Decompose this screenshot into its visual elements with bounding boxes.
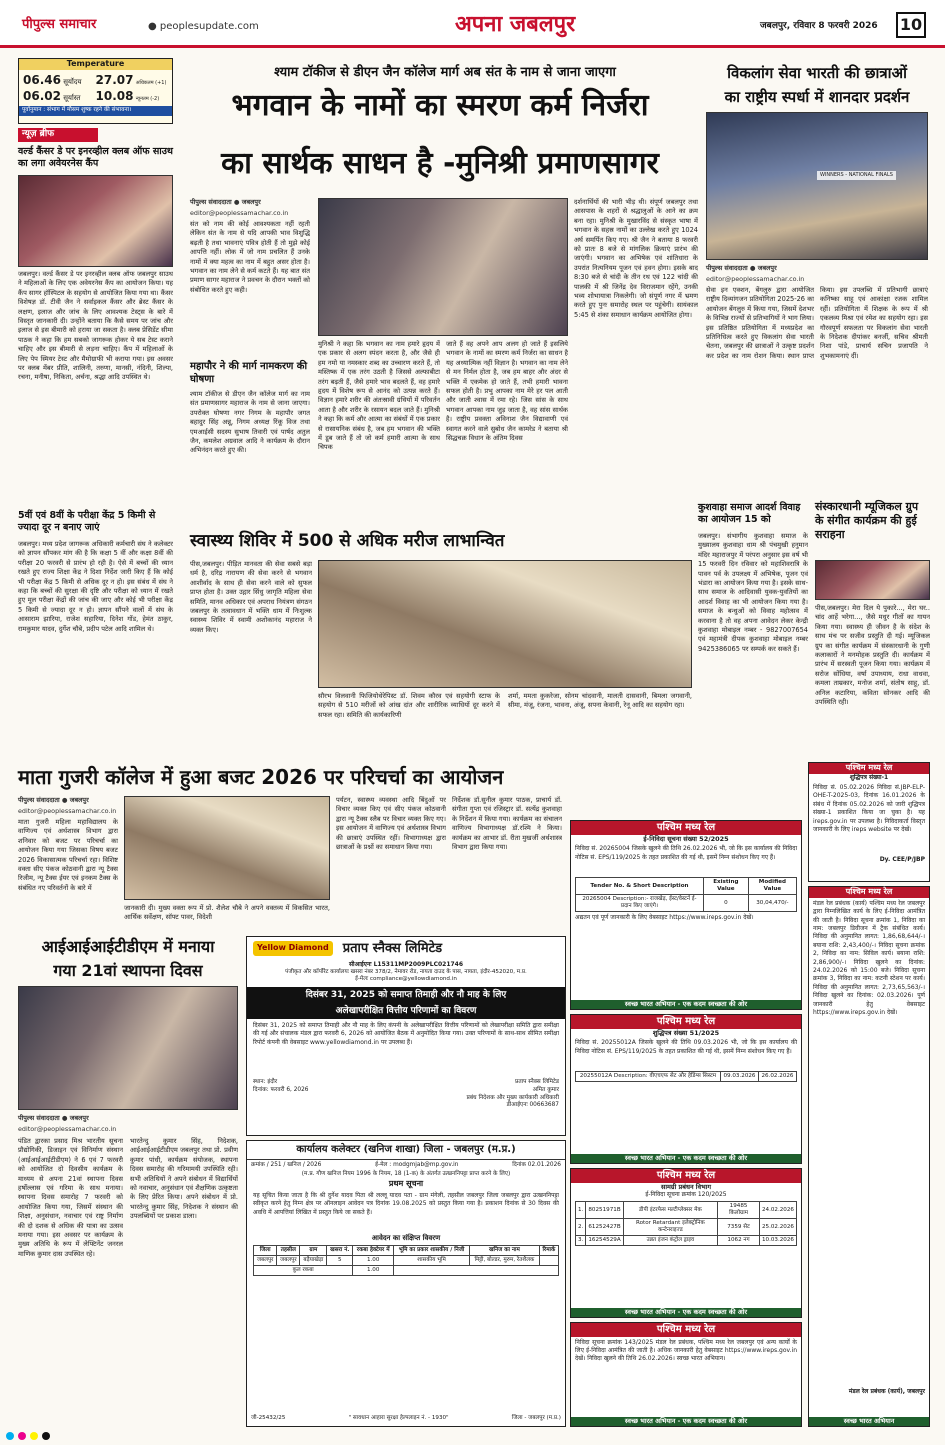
rail-notice-1-foot: अद्यतन एवं पूर्ण जानकारी के लिए वेबसाइट https://www.ireps.gov.in देखें। (575, 914, 754, 922)
collector-footer-right: जिला - जबलपुर (म.प्र.) (511, 1415, 561, 1422)
ad-din: डीआईएनः 00663687 (506, 1102, 559, 1109)
ad-body: दिसंबर 31, 2025 को समाप्त तिमाही और नौ माह के लिए कंपनी के अलेखापरीक्षित वित्तीय परिणामों को लेखापरीक्षा समिति द्वारा समीक्षा की गई और संचालक मंडल द्वारा फरवरी 6, 2026 को आयोजित बैठक में अनुमोदित किया गया। उक्त परिणामों के साथ-साथ सीमित समीक्षा रिपोर्ट कंपनी की वेबसाइट www.yellowdiamond.in पर उपलब्ध हैं। (253, 1022, 559, 1046)
ad-banner-2: अलेखापरीक्षित वित्तीय परिणामों का विवरण (247, 1003, 565, 1019)
budget-col-4: निर्देशक डॉ.सुनील कुमार पाठक, प्राचार्य डॉ. संगीता गुप्ता एवं रजिस्ट्रार डॉ. सत्येंद्र कुशवाहा के निर्देशन में किया गया। कार्यक्रम का संचालन वाणिज्य विभागाध्यक्ष डॉ.रश्मि ने किया। कार्यक्रम का आभार डॉ. रीता मुखर्जी अर्थशास्त्र विभाग द्वारा किया गया। (452, 796, 562, 852)
collector-email[interactable]: ई-मेल : modgmjab@mp.gov.in (375, 1161, 459, 1168)
rail-notice-3-title: सामग्री प्रबंधन विभाग (660, 1182, 712, 1191)
collector-cell-0: जबलपुर (254, 1256, 277, 1266)
lead-headline-2: का सार्थक साधन है -मुनिश्री प्रमाणसागर (221, 146, 659, 181)
collector-title: कार्यालय कलेक्टर (खनिज शाखा) जिला - जबलपुर (म.प्र.) (247, 1141, 565, 1160)
rail-right2-body: मंडल रेल प्रबंधक (कार्य) पश्चिम मध्य रेल जबलपुर द्वारा निम्नलिखित कार्य के लिए ई-निविदा आमंत्रित की जाती है। निविदा सूचना क्रमांक 1, निविदा का नाम: जबलपुर डिवीजन में ट्रैक संबंधित कार्य। निविदा की अनुमानित लागत: 1,86,68,644/-। बयाना राशि: 2,43,400/-। निविदा सूचना क्रमांक 2, निविदा का नाम: सिविल कार्य। बयाना राशि: 2,86,900/-। निविदा खुलने का दिनांक: 24.02.2026 को 15:00 बजे। निविदा सूचना क्रमांक 3, निविदा का नाम: कटनी स्टेशन पर कार्य। निविदा की अनुमानित लागत: 2,73,65,563/-। निविदा खुलने का दिनांक: 02.03.2026। पूर्ण जानकारी हेतु वेबसाइट https://www.ireps.gov.in देखें। (813, 899, 925, 1017)
collector-col-1: तहसील (277, 1246, 300, 1256)
ad-date: दिनांक: फरवरी 6, 2026 (253, 1086, 309, 1093)
collector-col-5: भूमि का प्रकार शासकीय / निजी (394, 1246, 470, 1256)
rail-2-modified: 26.02.2026 (758, 1072, 796, 1082)
disability-body: सेवा इन एक्शन, बेंगलुरु द्वारा आयोजित राष्ट्रीय दिव्यांगजन प्रतियोगिता 2025-26 का आयोजन बेंगलुरु में किया गया, जिसमें देशभर के विभिन्न राज्यों से प्रतिभागियों ने भाग लिया। इस प्रतिष्ठित प्रतियोगिता में मध्यप्रदेश का प्रतिनिधित्व करते हुए विकलांग सेवा भारती चेतना, जबलपुर की छात्राओं ने उत्कृष्ट प्रदर्शन कर प्रदेश का नाम रोशन किया। स्थान प्राप्त किया। इस उपलब्धि में प्रतिभागी छात्राएं कनिष्का साहू एवं आकांक्षा रजक शामिल रहीं। प्रतियोगिता में शिक्षक के रूप में श्री एकलव्य मिश्रा एवं रमेश का सहयोग रहा। इस गौरवपूर्ण सफलता पर विकलांग सेवा भारती के निदेशक दीपांकर बनर्जी, सचिव श्रीमती निशा पांडे, प्राचार्य सचिन प्रजापति ने शुभकामनाएं दीं। (706, 286, 928, 360)
rail-row-modified: 30,04,470/- (748, 895, 796, 912)
rail-col-existing: Existing Value (703, 878, 748, 895)
rail-right-body: निविदा सं. 05.02.2026 निविदा सं.JBP-ELP-OHE-T-2025-03, दिनांक 16.01.2026 के संबंध में दिनांक 05.02.2026 को जारी शुद्धिपत्र संख्या-1 प्रकाशित किया जा चुका है। यह ireps.gov.in पर उपलब्ध है। निविदाकर्ता विस्तृत जानकारी के लिए ireps website पर देखें। (813, 783, 925, 833)
iiitdm-headline-2: गया 21वां स्थापना दिवस (53, 961, 203, 980)
rail-right-sign: Dy. CEE/P/JBP (879, 855, 925, 863)
rail-swach-3: स्वच्छ भारत अभियान - एक कदम स्वच्छता की ओर (571, 1308, 801, 1317)
ad-signer-title: प्रबंध निदेशक और मुख्य कार्यकारी अधिकारी (466, 1094, 559, 1101)
collector-cell-4: 1.00 (353, 1256, 394, 1266)
iiitdm-byline: पीपुल्स संवाददाता ● जबलपुर (18, 1114, 89, 1122)
kushwaha-body: जबलपुर। संभागीय कुशवाहा समाज के मुख्यालय कुशवाहा धाम श्री पंचमुखी हनुमान मंदिर महाराजपुर में परंपरा अनुसार इस वर्ष भी 15 फरवरी दिन रविवार को महाशिवरात्रि के पावन पर्व के उपलक्ष्य में अभिषेक, पूजन एवं भंडारा का आयोजन किया गया है। इसके साथ-साथ समाज के आदिवासी युवक-युवतियों का आदर्श विवाह का भी आयोजन किया गया है। समाज के बन्धुओं को विवाह महोत्सव में करवाना है तो वह अपना आवेदन लेकर केन्द्री कुशवाहा मोबाइल नम्बर - 9827007654 एवं महामंत्री दीपक कुशवाहा मोबाइल नम्बर 9425386065 पर सम्पर्क कर सकते हैं। (698, 532, 808, 653)
page-date: जबलपुर, रविवार 8 फरवरी 2026 (760, 21, 878, 31)
page-number: 10 (896, 12, 926, 38)
sunrise-label: सूर्योदय (63, 77, 82, 86)
health-body-2: सौरभ विलवानी फिजियोथेरेपिस्ट डॉ. शिवम कौरव एवं सहयोगी स्टाफ के सहयोग से 510 मरीजों को आंख दांत और शारीरिक व्याधियों दूर करने में सफल रहा। समिति की कार्यकारिणी (318, 692, 500, 719)
rail-row-desc: 20265004 Description:- राजखेड़, ईस्ट/वेस्टर्न ई-प्रदान किए जाएंगे। (576, 895, 704, 912)
rail-3-row (576, 1236, 797, 1246)
rail-title-4: पश्चिम मध्य रेल (571, 1323, 801, 1337)
budget-col-1: माता गुजरी महिला महाविद्यालय के वाणिज्य एवं अर्थशास्त्र विभाग द्वारा शनिवार को बजट पर परिचर्चा का आयोजन किया गया जिसका विषय बजट 2026 विकासात्मक परिचर्चा रहा। विशिष्ट वक्ता सीए पंकज कोठवानी द्वारा न्यू टैक्स रिजीम, न्यू टैक्स ईयर एवं इनकम टैक्स के संबंधित नए परिवर्तनों के बारे में (18, 818, 118, 892)
lead-kicker: श्याम टॉकीज से डीएन जैन कॉलेज मार्ग अब संत के नाम से जाना जाएगा (274, 65, 616, 80)
rail-3-cell: उन्नत इंजन कंट्रोल ड्राइव (623, 1236, 717, 1246)
health-body-3: शर्मा, ममता कुकरेजा, सोनम चांदवानी, मालती दासवानी, बिमला जगवानी, सीमा, मंजू, रंजना, भावना, अंजू, सपना केवानी, रेनू आदि का सहयोग रहा। (508, 692, 692, 710)
rail-right2-title: पश्चिम मध्य रेल (809, 887, 929, 898)
rail-right-sub: शुद्धिपत्र संख्या-1 (849, 773, 889, 781)
rail-col-modified: Modified Value (748, 878, 796, 895)
rail-notice-1 (570, 820, 802, 1010)
ad-cin: सीआईएनः L15311MP2009PLC021746 (348, 960, 464, 968)
rail-right2-sign: मंडल रेल प्रबंधक (कार्य), जबलपुर (848, 1387, 925, 1395)
health-headline: स्वास्थ्य शिविर में 500 से अधिक मरीज लाभान्वित (190, 531, 505, 551)
rail-3-cell: 80251971B (586, 1202, 623, 1219)
collector-cell-3: 5 (327, 1256, 353, 1266)
rail-row-existing: 0 (703, 895, 748, 912)
health-camp-photo (318, 560, 692, 688)
collector-col-2: ग्राम (300, 1246, 327, 1256)
collector-cell-7 (539, 1256, 558, 1266)
lead-col-3: जाते हैं वह अपने आप अलग हो जाते हैं इसलिये भगवान के नामों का स्मरण कर्म निर्जरा का साधन है यह अध्यात्मिक नहीं विज्ञान है। भगवान का नाम लेने से मन निर्मल होता है, जब हम बाहर और अंदर से भक्ति में एकमेक हो जाते हैं, तभी हमारी भावना सफल होती है। प्रभु आपका नाम मेरे हर पल आती और जाती श्वास में रमा रहे। जिस सांस के साथ भगवान आपका नाम जुड़ जाता है, वह सांस सार्थक है। राष्ट्रीय प्रवक्ता अविनाश जैन विद्यावाणी एवं स्वागत करने वाले सुबोध जैन कामरेड ने बताया श्री सिद्धचक्र विधान के अंतिम दिवस (446, 340, 568, 443)
budget-col-3: पर्यटन, स्वास्थ्य व्यवस्था आदि बिंदुओं पर विचार व्यक्त किए एवं सीए पंकज कोठवानी द्वारा न्यू टैक्स स्लैब पर विचार व्यक्त किए गए। इस आयोजन में वाणिज्य एवं अर्थशास्त्र विभाग की छात्राएं उपस्थित रहीं। विभागाध्यक्ष द्वारा छात्राओं के प्रश्नों का समाधान किया गया। (336, 796, 446, 852)
rail-notice-2-body: निविदा सं. 20255012A जिसके खुलने की तिथि 09.03.2026 भी, जो कि इस कार्यालय की निविदा नोटिस सं. EPS/119/2025 के तहत प्रकाशित की गई थी, इसमें निम्न संशोधन किए गए हैं। (575, 1039, 797, 1055)
iiitdm-col-1: पंडित द्वारका प्रसाद मिश्र भारतीय सूचना प्रौद्योगिकी, डिजाइन एवं विनिर्माण संस्थान (आईआईआईटीडीएम) ने 6 एवं 7 फरवरी को आयोजित दो दिवसीय कार्यक्रम के माध्यम से अपना 21वां स्थापना दिवस हर्षोल्लास एवं गरिमा के साथ मनाया। स्थापना दिवस समारोह 7 फरवरी को आयोजित किया गया, जिसमें संस्थान की शिक्षा, अनुसंधान, नवाचार एवं राष्ट्र निर्माण की दो दशक से अधिक की यात्रा का उत्सव मनाया गया। इस अवसर पर कार्यक्रम के मुख्य अतिथि के रूप में लेफ्टिनेंट जनरल माणिक कुमार दास उपस्थित रहे। (18, 1137, 123, 1258)
collector-col-0: जिला (254, 1246, 277, 1256)
collector-col-4: रकबा हेक्टेयर में (353, 1246, 394, 1256)
rail-col-tender: Tender No. & Short Description (576, 878, 704, 895)
brief-body-2: जबलपुर। मध्य प्रदेश जागरूक अधिकारी कर्मचारी संघ ने कलेक्टर को ज्ञापन सौंपकर मांग की है कि कक्षा 5 वीं और कक्षा 8वीं की परीक्षा 20 फरवरी से प्रारंभ हो रही है। ऐसे में बच्चों की ध्यान रखते हुए राज्य शिक्षा केंद्र ने दिशा निर्देश जारी किए हैं कि कोई भी परीक्षा केंद्र 5 किमी से अधिक दूर न हो। इस संबंध में संघ ने कहा कि बच्चों की सुरक्षा की दृष्टि और परीक्षा को ध्यान में रखते हुए मूल परीक्षा केंद्रों की जांच की जाए और कोई भी परीक्षा केंद्र 5 किमी से ज्यादा दूर न हो। ज्ञापन सौंपने वालों में संघ के आसाराम झारिया, राजेश सहारिया, दिनेश गोंड, हेमंत ठाकुर, रामकुमार यादव, दुर्गेश चौबे, प्रदीप पटेल आदि शामिल थे। (18, 540, 173, 633)
temperature-box (18, 58, 173, 124)
collector-footer-mid: " सावधान आहारा सुरक्षा हेल्पलाइन नं. - 1930" (348, 1415, 449, 1422)
rail-3-cell: 2. (576, 1219, 586, 1236)
collector-col-6: खनिज का नाम (470, 1246, 540, 1256)
sunset-label: सूर्यास्त (63, 93, 81, 102)
rail-3-row (576, 1202, 797, 1219)
rail-right-notice (808, 762, 930, 882)
collector-col-7: रिमार्क (539, 1246, 558, 1256)
rail-3-cell: 24.02.2026 (759, 1202, 796, 1219)
rail-2-existing: 09.03.2026 (720, 1072, 758, 1082)
lead-sub-1: महापौर ने की मार्ग नामकरण की घोषणा (190, 361, 308, 385)
rail-3-cell: 19485 किलोग्राम (718, 1202, 760, 1219)
collector-cell-5: शासकीय भूमि (394, 1256, 470, 1266)
collector-rule: (म.प्र. गौण खनिज नियम 1996 के नियम, 18 (1-क) के अंतर्गत उत्खननिपट्टा प्राप्त करने के लिए) (301, 1171, 511, 1178)
ad-place: स्थान: इंदौर (253, 1079, 278, 1086)
lead-col-4: दर्शनार्थियों की भारी भीड़ थी। संपूर्ण जबलपुर तथा आसपास के शहरों से श्रद्धालुओं के आने का क्रम बना रहा। मुनिश्री के मुखारविंद से संस्कृत भाषा में भगवान के सहस्र नामों का उल्लेख करते हुए 1024 अर्घ समर्पित किए गए। श्री जैन ने बताया 8 फरवरी को प्रातः 8 बजे से मांगलिक क्रियाएं प्रारंभ की जाएंगी। भगवान का अभिषेक एवं शांतिधारा के उपरांत नित्यनियम पूजन एवं हवन होगा। इसके बाद 8:30 बजे से चांदी के तीन रथ एवं 122 चांदी की पालकी में श्री जिनेंद्र देव विराजमान रहेंगे, उनकी भव्य शोभायात्रा निकलेगी। जो संपूर्ण नगर में भ्रमण करते हुए पुनः समारोह स्थल पर पहुंचेगी। सायंकाल 5:45 से शंका समाधान कार्यक्रम आयोजित होगा। (574, 198, 698, 319)
lead-photo (318, 198, 568, 336)
brief-headline-2: 5वीं एवं 8वीं के परीक्षा केंद्र 5 किमी से ज्यादा दूर न बनाए जाएं (18, 510, 156, 533)
ad-email[interactable]: ई-मेलः compliance@yellowdiamond.in (355, 976, 457, 983)
kushwaha-headline: कुशवाहा समाज आदर्श विवाह का आयोजन 15 को (698, 502, 801, 525)
collector-notice (246, 1140, 566, 1427)
yellow-diamond-logo: Yellow Diamond (253, 941, 333, 956)
collector-total-label: कुल रकबा (254, 1266, 353, 1276)
rail-notice-2-title: शुद्धिपत्र संख्या 51/2025 (652, 1028, 720, 1037)
collector-ref: क्रमांक / 251 / खनिज / 2026 (251, 1161, 322, 1168)
rail-3-cell: 3. (576, 1236, 586, 1246)
disability-headline-1: विकलांग सेवा भारती की छात्राओं (727, 64, 907, 82)
disability-email[interactable]: editor@peoplessamachar.co.in (706, 275, 805, 283)
collector-cell-1: जबलपुर (277, 1256, 300, 1266)
iiitdm-photo (18, 986, 238, 1110)
registration-dot-magenta (18, 1432, 26, 1440)
rail-right2-swach: स्वच्छ भारत अभियान (809, 1417, 929, 1426)
collector-cell-6: मिट्टी, बोल्डर, मुरुम, रेतशैलक (470, 1256, 540, 1266)
disability-byline: पीपुल्स संवाददाता ● जबलपुर (706, 264, 777, 272)
rail-notice-3 (570, 1168, 802, 1318)
ad-company-name: प्रताप स्नैक्स लिमिटेड (342, 941, 443, 956)
rail-title-3: पश्चिम मध्य रेल (571, 1169, 801, 1183)
rail-notice-4-body: निविदा सूचना क्रमांक 143/2025 मंडल रेल प्रबंधक, पश्चिम मध्य रेल जबलपुर एवं अन्य कार्यों के लिए ई-निविदा आमंत्रित की जाती है। अधिक जानकारी हेतु वेबसाइट https://www.ireps.gov.in देखें। निविदा खुलने की तिथि 26.02.2026। स्वच्छ भारत अभियान। (575, 1338, 797, 1363)
rail-right-notice-2 (808, 886, 930, 1427)
collector-notice-label: प्रथम सूचना (388, 1179, 424, 1189)
budget-byline: पीपुल्स संवाददाता ● जबलपुर (18, 796, 89, 804)
section-title: अपना जबलपुर (455, 12, 576, 37)
rail-notice-2 (570, 1014, 802, 1164)
collector-total-value: 1.00 (353, 1266, 394, 1276)
ad-banner: दिसंबर 31, 2025 को समाप्त तिमाही और नौ माह के लिए (247, 987, 565, 1003)
temperature-title: Temperature (19, 59, 172, 70)
min-temp: 10.08 (95, 88, 134, 103)
collector-table (253, 1245, 559, 1276)
rail-3-cell: 16254529A (586, 1236, 623, 1246)
rail-notice-1-table (575, 877, 797, 912)
budget-headline: माता गुजरी कॉलेज में हुआ बजट 2026 पर परिचर्चा का आयोजन (18, 765, 504, 789)
lead-byline: पीपुल्स संवाददाता ● जबलपुर (190, 198, 261, 206)
ad-signer-company: प्रताप स्नैक्स लिमिटेड (515, 1079, 559, 1086)
rail-title-2: पश्चिम मध्य रेल (571, 1015, 801, 1029)
music-photo (815, 560, 930, 600)
rail-3-cell: 7359 सेट (718, 1219, 760, 1236)
registration-dot-black (42, 1432, 50, 1440)
disability-photo (706, 112, 928, 260)
collector-body: यह सूचित किया जाता है कि श्री दुर्गेश यादव पिता श्री लल्लू यादव पता - ग्राम मंगेली, तहसील जबलपुर जिला जबलपुर द्वारा उत्खननिपट्टा स्वीकृत करने हेतु निम्न क्षेत्र पर ऑनलाइन आवेदन पत्र दिनांक 19.08.2025 को प्रस्तुत किया गया है। प्रकाशन दिनांक से 30 दिवस की अवधि में आपत्तियां लिखित में प्रस्तुत किये जा सकते हैं। (253, 1191, 559, 1216)
rail-notice-4 (570, 1322, 802, 1427)
rail-3-cell: 61252427B (586, 1219, 623, 1236)
rail-notice-3-sub: ई-निविदा सूचना क्रमांक 120/2025 (645, 1191, 727, 1199)
collector-footer-left: जी-25432/25 (251, 1415, 286, 1422)
budget-email[interactable]: editor@peoplessamachar.co.in (18, 807, 117, 815)
collector-cell-2: बड़ैयाखेड़ा (300, 1256, 327, 1266)
rail-3-cell: 10.03.2026 (759, 1236, 796, 1246)
pratap-snacks-ad (246, 936, 566, 1136)
photo-banner: WINNERS - NATIONAL FINALS (817, 171, 896, 180)
iiitdm-email[interactable]: editor@peoplessamachar.co.in (18, 1125, 117, 1133)
rail-3-cell: डीपी इंटरफेस मल्टीप्लेक्सर मेक (623, 1202, 717, 1219)
collector-table-title: आवेदन का संक्षिप्त विवरण (371, 1233, 441, 1242)
health-body-1: पीस,जबलपुर। पीड़ित मानवता की सेवा सबसे बड़ा धर्म है, दरिद्र नारायण की सेवा करने से भगवान आशीर्वाद के साथ ही सेवा करने वाले को सुफल प्राप्त होता है। उक्त उद्गार सिंधु जागृति महिला सेवा समिति, मानव अधिकार एवं अपराध नियंत्रण संगठन जबलपुर के तत्वावधान में भक्ति धाम में निःशुल्क स्वास्थ्य शिविर में स्वामी अशोकानंद महाराज ने व्यक्त किए। (190, 560, 312, 634)
rail-swach-4: स्वच्छ भारत अभियान - एक कदम स्वच्छता की ओर (571, 1417, 801, 1426)
lead-col-2: मुनिश्री ने कहा कि भगवान का नाम हमारे हृदय में एक प्रकार से अलग स्पंदन करता है, और जैसे ही हम नमो या नमस्कार शब्द का उच्चारण करते हैं, तो मस्तिष्क में एक तरंग उठती है जिससे अल्फाबीटा तरंग बढ़ती हैं, जैसे हमारे भाव बदलते हैं, वह हमारे हृदय में विशेष रूप से आनंद को उत्पन्न करते हैं। विज्ञान हमारे शरीर की अंतःस्रावी ग्रंथियों में परिवर्तन आता है और शरीर के रसायन बदल जाते हैं। मुनिश्री ने कहा कि कर्म और आत्मा का संबंधों में एक प्रकार से रासायनिक संबंध है, जब हम भगवान की भक्ति में डूब जाते हैं तो जो कर्म हमारी आत्मा के साथ चिपक (318, 340, 440, 452)
registration-dot-cyan (6, 1432, 14, 1440)
brief-body-1: जबलपुर। वर्ल्ड कैंसर डे पर इनरव्हील क्लब ऑफ जबलपुर साउथ ने महिलाओं के लिए एक अवेयरनेस कैंप का आयोजन किया। यह कैंप सागर हॉस्पिटल के सहयोग से आयोजित किया गया था। कैंसर विशेषज्ञ डॉ. टीवी जैन ने सर्वाइकल कैंसर और ब्रेस्ट कैंसर के लक्षण, इलाज और जांच के लिए आवश्यक टेस्ट्स के बारे में विस्तृत जानकारी दी। उन्होंने बताया कि कैसे समय पर जांच और इलाज से इस बीमारी को हराया जा सकता है। क्लब प्रेसिडेंट सीमा पाठक ने कहा कि हम सबको जागरूक होकर ये सब टेस्ट कराने चाहिए और इस बीमारी से लड़ना चाहिए। कैंप में महिलाओं के लिए पेप स्मियर टेस्ट और मैमोग्राफी भी कराया गया। इस अवसर पर क्लब मेंबर प्रीति, शालिनी, तरुणा, मानसी, नंदिनी, शिल्पा, रचना, मनीषा, निकिता, अर्चना, श्रद्धा आदि उपस्थित थे। (18, 270, 173, 382)
website-link[interactable]: ● peoplesupdate.com (148, 21, 259, 32)
min-label: न्यूनतम (-2) (135, 95, 160, 102)
music-body: पीस,जबलपुर। मेरा दिल ये पुकारे..., मेरा घर.. चांद आहें भरेगा..., जैसे मधुर गीतों का गायन किया गया। स्वास्थ्य ही जीवन है के संदेश के साथ मंच पर सजीव प्रस्तुति दी गई। म्यूजिकल ग्रुप का संगीत कार्यक्रम में संस्कारधानी के गुणी कलाकारों ने मनमोहक प्रस्तुति दी। कार्यक्रम में प्रारंभ में सरस्वती पूजन किया गया। कार्यक्रम में सरोज सोंधिया, वर्षा उपाध्याय, राधा वाधवा, कमला ताम्रकार, मनोज शर्मा, संतोष साहू, डॉ. अनिल कटारिया, कविता सोनकर आदि की उपस्थिति रही। (815, 604, 930, 707)
lead-col-1b: श्याम टॉकीज से डीएन जैन कॉलेज मार्ग का नाम संत प्रमाणसागर महाराज के नाम से जाना जाएगा। उपरोक्त घोषणा नगर निगम के महापौर जगत बहादुर सिंह अन्नू, निगम अध्यक्ष रिंकू विज तथा एमआईसी सदस्य सुभाष तिवारी एवं पार्षद अतुल जैन, कमलेश अग्रवाल आदि ने कार्यक्रम के दौरान अभिनंदन करते हुए की। (190, 390, 310, 455)
rail-3-cell: 1062 नग (718, 1236, 760, 1246)
rail-notice-1-body: निविदा सं. 20265004 जिसके खुलने की तिथि 26.02.2026 भी, जो कि इस कार्यालय की निविदा नोटिस सं. EPS/119/2025 के तहत प्रकाशित की गई थी, इसमें निम्न संशोधन किए गए हैं। (575, 845, 797, 861)
budget-caption: जानकारी दी। मुख्य वक्ता रूप में प्रो. शैलेश चौबे ने अपने वक्तव्य में विकसित भारत, आर्थिक सर्वेक्षण, सॉफ्ट पावर, विदेशी (124, 904, 330, 922)
rail-title-1: पश्चिम मध्य रेल (571, 821, 801, 835)
rail-3-cell: 25.02.2026 (759, 1219, 796, 1236)
disability-headline-2: का राष्ट्रीय स्पर्धा में शानदार प्रदर्शन (724, 88, 910, 106)
iiitdm-col-2: भारतेन्दु कुमार सिंह, निदेशक, आईआईआईटीडीएम जबलपुर तथा प्रो. प्रवीण कुमार पांधी, कार्यक्रम संयोजक, स्थापना दिवस समारोह की गरिमामयी उपस्थिति रही। सभी अतिथियों ने अपने संबोधन में विद्यार्थियों को नवाचार, अनुसंधान एवं शैक्षणिक उत्कृष्टता के लिए प्रेरित किया। अपने संबोधन में प्रो. भारतेन्दु कुमार सिंह, निदेशक ने संस्थान की उपलब्धियों पर प्रकाश डाला। (130, 1137, 238, 1221)
brief-headline-1: वर्ल्ड कैंसर डे पर इनरव्हील क्लब ऑफ साउथ का लगा अवेयरनेस कैंप (18, 146, 173, 169)
budget-photo (124, 796, 330, 900)
max-temp: 27.07 (95, 72, 134, 87)
rail-right-title: पश्चिम मध्य रेल (809, 763, 929, 774)
collector-col-3: खसरा नं. (327, 1246, 353, 1256)
cancer-camp-photo (18, 175, 173, 267)
rail-3-row (576, 1219, 797, 1236)
rail-notice-3-table (575, 1201, 797, 1246)
rail-notice-2-table (575, 1071, 797, 1082)
lead-col-1: संत को नाम की कोई आवश्यकता नहीं रहती लेकिन संत के नाम से यदि आपकी भाव विशुद्धि बढ़ती है तथा भावनाएं पवित्र होती हैं तो मुझे कोई आपत्ति नहीं। लोक में जो नाम प्रचलित हैं उनके नामों में क्या महत्व का नाम में बहुत असर होता है। भगवान का नाम लेने से कर्म कटते हैं। यह बात संत प्रमाण सागर महाराज ने प्रवचन के दौरान भक्तों को संबोधित करते हुए कही। (190, 220, 310, 294)
ad-signer-name: अमित कुमार (532, 1086, 559, 1093)
rail-swach-2: स्वच्छ भारत अभियान - एक कदम स्वच्छता की ओर (571, 1154, 801, 1163)
rail-3-cell: Rotor Retardant इलेक्ट्रोनिक कन्टेनराइज्ड (623, 1219, 717, 1236)
forecast: पूर्वानुमान : संभाग में मौसम शुष्क रहने की संभावना। (19, 106, 172, 116)
sunrise-time: 06.46 (23, 72, 61, 87)
news-brief-label: न्यूज़ ब्रीफ (18, 128, 98, 142)
collector-date: दिनांक 02.01.2026 (512, 1161, 561, 1168)
registration-dot-yellow (30, 1432, 38, 1440)
lead-email[interactable]: editor@peoplessamachar.co.in (190, 209, 289, 217)
lead-headline-1: भगवान के नामों का स्मरण कर्म निर्जरा (231, 88, 649, 123)
newspaper-brand: पीपुल्स समाचार (22, 17, 97, 32)
rail-swach-1: स्वच्छ भारत अभियान - एक कदम स्वच्छता की ओर (571, 1000, 801, 1009)
max-label: अधिकतम (+1) (135, 79, 167, 86)
iiitdm-headline-1: आईआईआईटीडीएम में मनाया (41, 937, 215, 956)
rail-notice-1-title: ई-निविदा सूचना संख्या 52/2025 (643, 834, 729, 843)
sunset-time: 06.02 (23, 88, 61, 103)
music-headline: संस्कारधानी म्यूजिकल ग्रुप के संगीत कार्यक्रम की हुई सराहना (815, 500, 919, 541)
rail-3-cell: 1. (576, 1202, 586, 1219)
rail-2-desc: 20255012A Description: वीएचएफ सेट और हेडिंग्स सिस्टम (576, 1072, 721, 1082)
ad-address: पंजीकृत और कॉर्पोरेट कार्यालयः खसरा नंबर 378/2, नेमावर रोड, नायता दाउद के पास, नायता, इंदौर-452020, म.प्र. (285, 968, 527, 975)
